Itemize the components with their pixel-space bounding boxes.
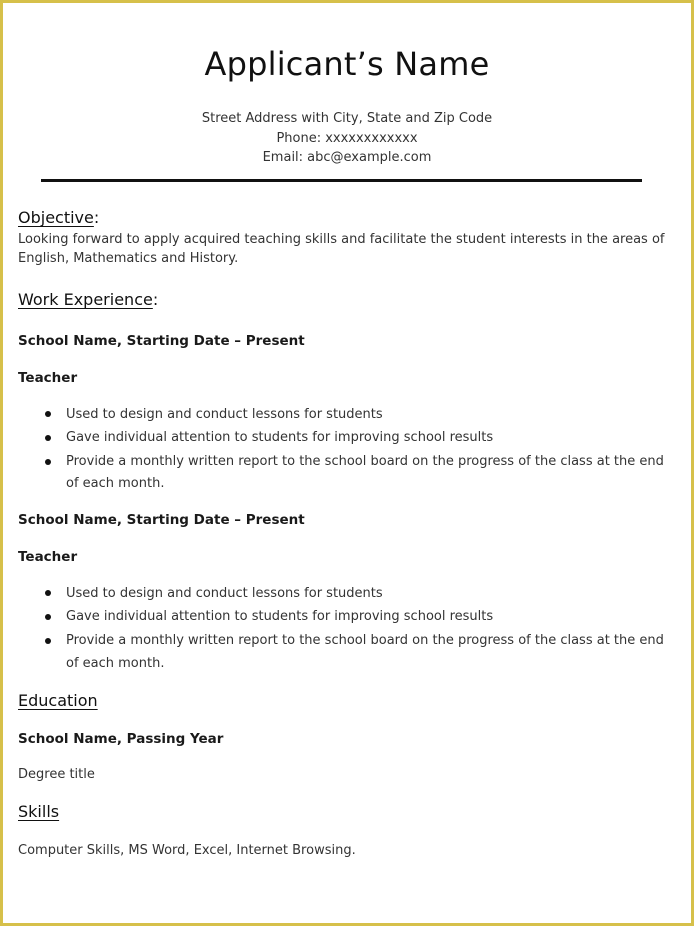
education-school: School Name, Passing Year: [18, 731, 224, 747]
job-2-bullet-1: Used to design and conduct lessons for students: [66, 586, 383, 601]
phone-line: Phone: xxxxxxxxxxxx: [276, 131, 418, 146]
skills-heading: [18, 802, 59, 821]
job-1-bullet-2: Gave individual attention to students for improving school results: [66, 430, 494, 445]
bullet-icon: [45, 590, 51, 596]
job-2-bullet-3-cont: of each month.: [66, 656, 165, 671]
bullet-icon: [45, 614, 51, 620]
job-1-bullet-3: Provide a monthly written report to the school board on the progress of the class at the end: [66, 454, 664, 469]
job-2-bullet-2: Gave individual attention to students for improving school results: [66, 609, 494, 624]
job-2-title-line: School Name, Starting Date – Present: [18, 512, 305, 528]
education-degree: Degree title: [18, 767, 95, 782]
job-2-bullet-3: Provide a monthly written report to the school board on the progress of the class at the end: [66, 633, 664, 648]
objective-text-line-1: Looking forward to apply acquired teaching skills and facilitate the student interests in the areas of: [18, 232, 665, 247]
address-line: Street Address with City, State and Zip Code: [201, 111, 493, 126]
education-heading: [18, 691, 98, 710]
job-1-bullet-3-cont: of each month.: [66, 476, 165, 491]
work-experience-heading-label: Work Experience: [18, 290, 153, 309]
job-1-title-line: School Name, Starting Date – Present: [18, 333, 305, 349]
objective-text-line-2: English, Mathematics and History.: [18, 251, 239, 266]
bullet-icon: [45, 435, 51, 441]
applicant-name: Applicant’s Name: [204, 45, 490, 83]
job-1-role: Teacher: [18, 370, 78, 386]
email-line: Email: abc@example.com: [262, 150, 432, 165]
bullet-icon: [45, 459, 51, 465]
job-2-role: Teacher: [18, 549, 78, 565]
education-heading-label: Education: [18, 691, 98, 710]
work-experience-heading: Work Experience:: [18, 290, 159, 309]
bullet-icon: [45, 411, 51, 417]
bullet-icon: [45, 638, 51, 644]
skills-heading-label: Skills: [18, 802, 60, 821]
objective-heading: Objective:: [18, 208, 100, 227]
header-divider: [41, 179, 642, 182]
objective-heading-label: Objective: [18, 208, 94, 227]
skills-text: Computer Skills, MS Word, Excel, Internet Browsing.: [18, 843, 356, 858]
job-1-bullet-1: Used to design and conduct lessons for students: [66, 407, 383, 422]
